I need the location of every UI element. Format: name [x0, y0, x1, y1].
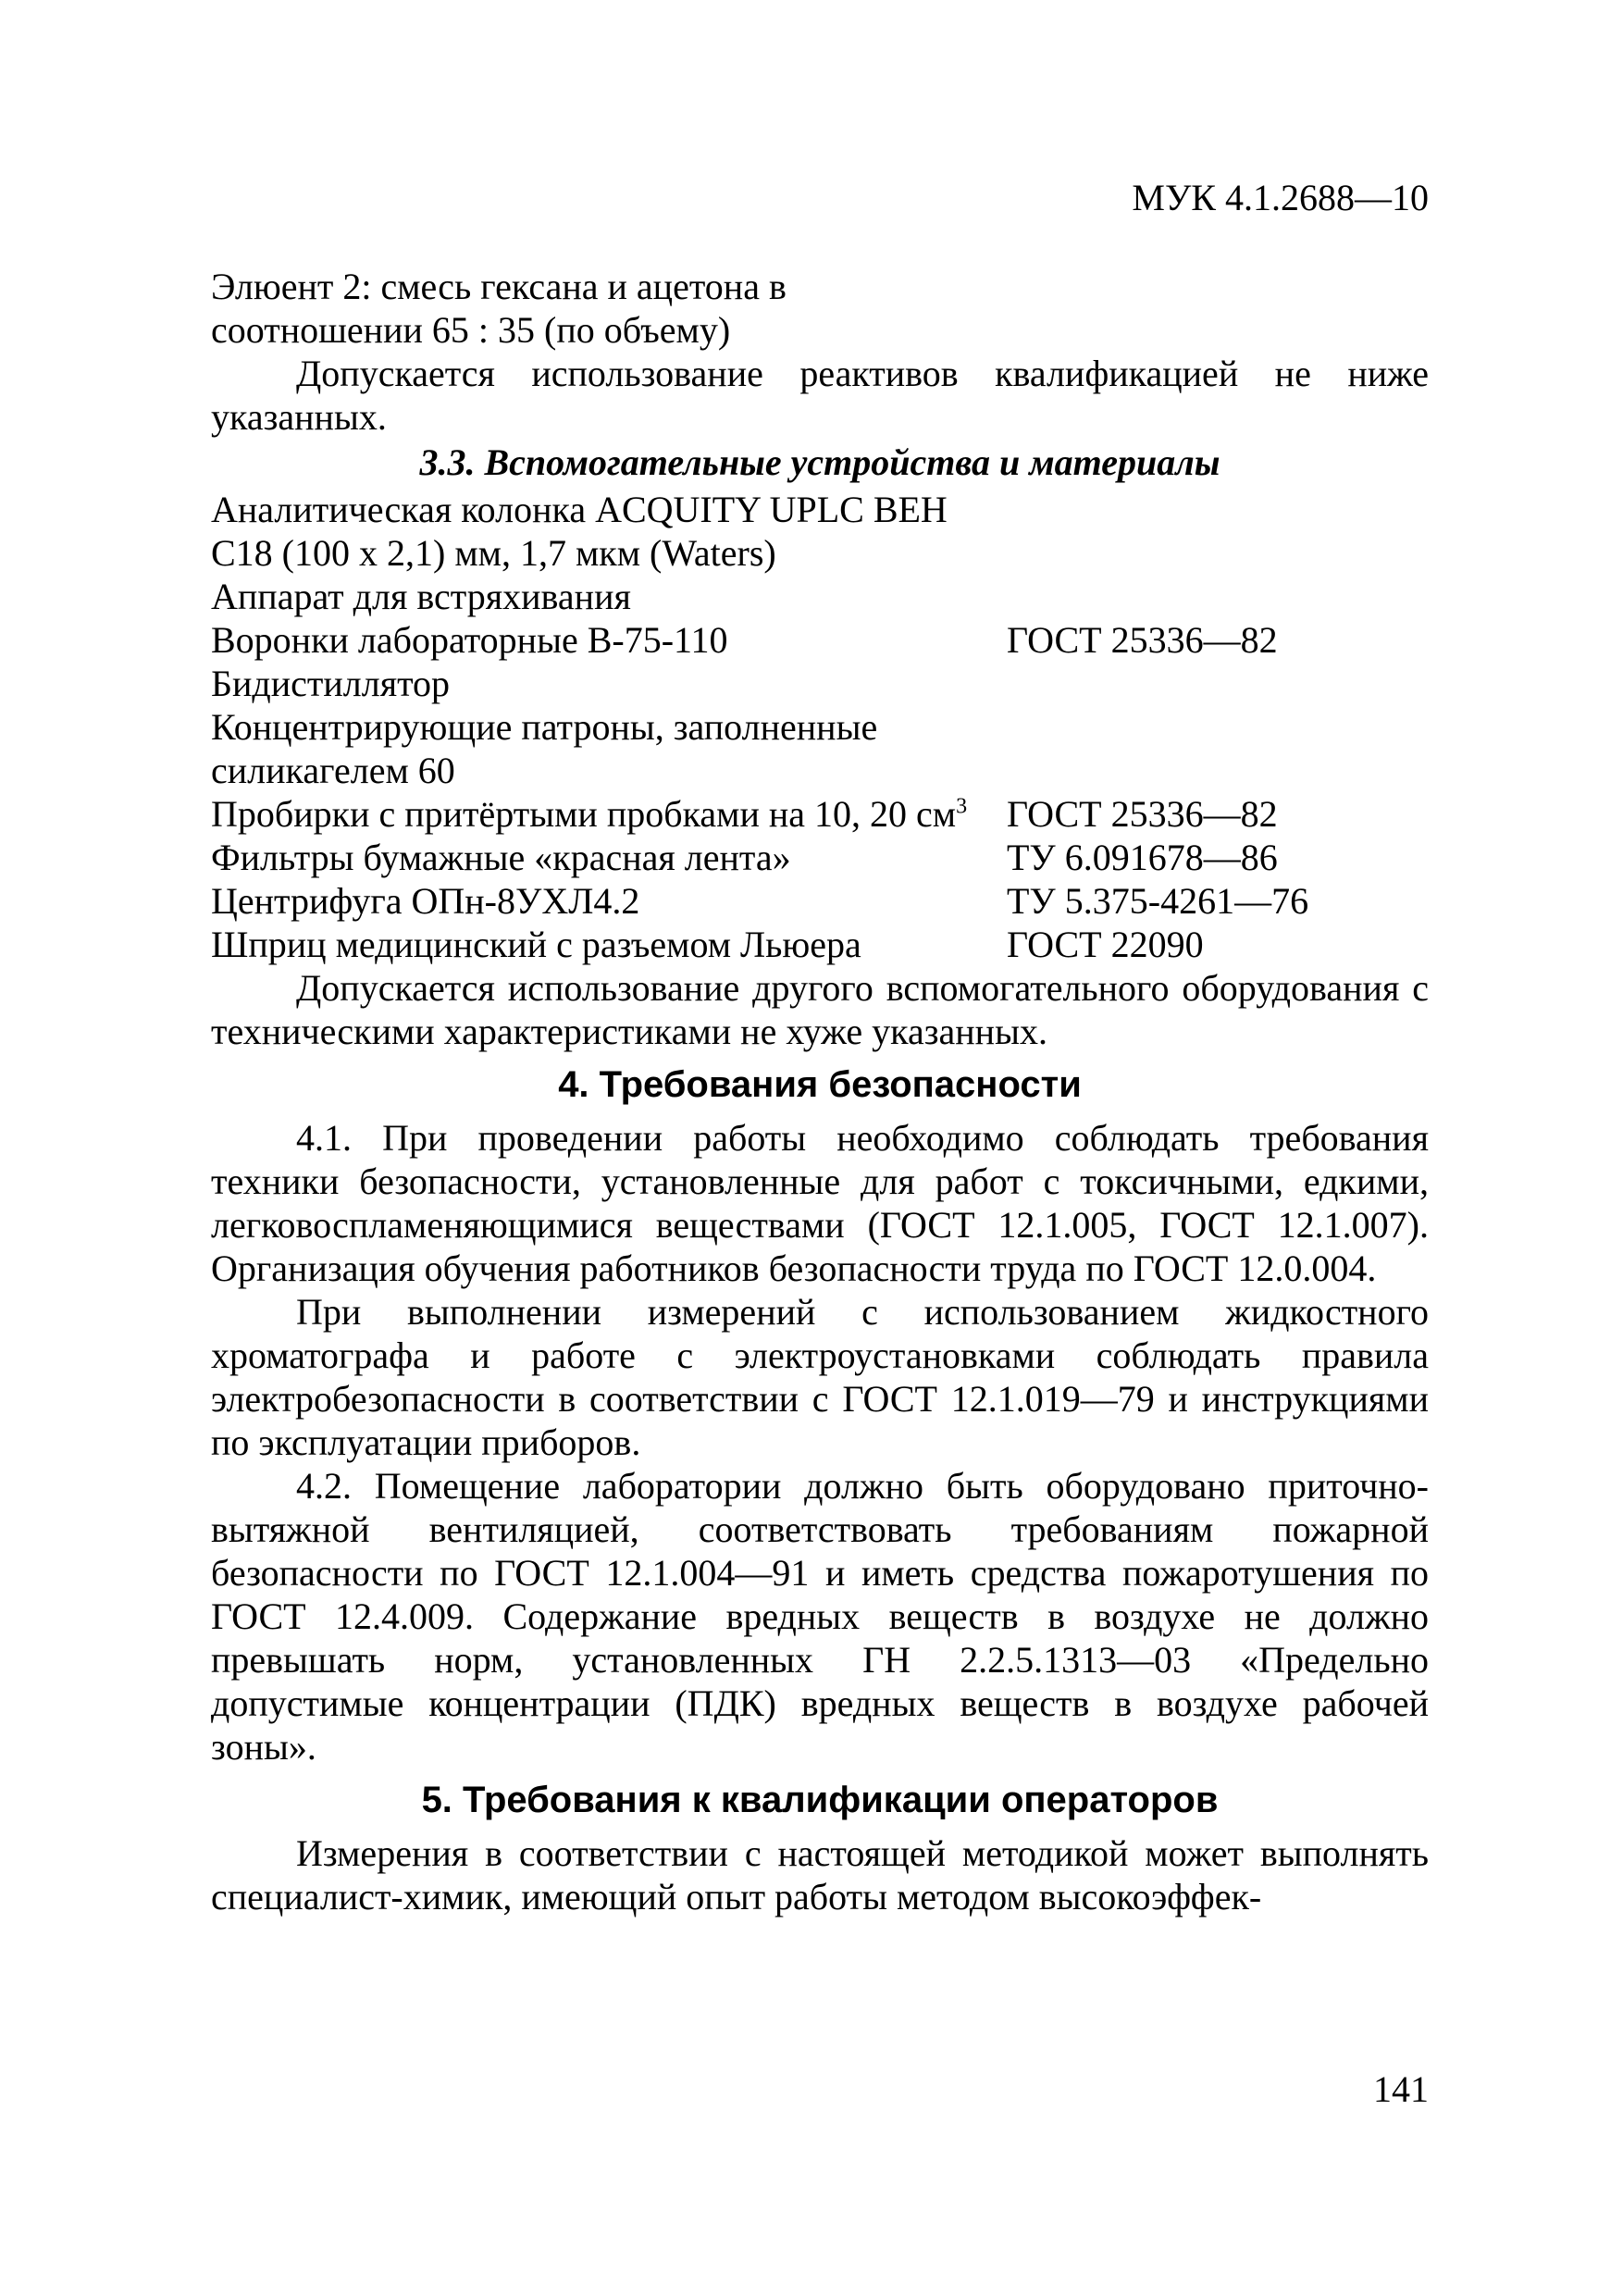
- equipment-list: [211, 488, 1429, 966]
- page-number: 141: [1373, 2068, 1429, 2110]
- equipment-name: Воронки лабораторные В-75-110: [211, 619, 728, 661]
- equipment-name: Аппарат для встряхивания: [211, 576, 631, 617]
- equipment-note: Допускается использование другого вспомогательного оборудования с техническими характеристиками не хуже указанных.: [211, 967, 1429, 1052]
- equipment-standard: [1007, 662, 1429, 705]
- equipment-standard: ТУ 6.091678—86: [1007, 837, 1278, 878]
- section-5-title: 5. Требования к квалификации операторов: [421, 1780, 1219, 1820]
- equipment-name-with-unit: [211, 792, 1007, 836]
- equipment-standard: [1007, 575, 1429, 618]
- section-4-paragraph-2: При выполнении измерений с использованием жидкостного хроматографа и работе с электроустановками соблюдать правила электробезопасности в соответствии с ГОСТ 12.1.019—79 и инструкциями по эксплуатации приборов.: [211, 1291, 1429, 1463]
- page-content: [211, 265, 1429, 1918]
- subsection-title: 3.3. Вспомогательные устройства и материалы: [419, 441, 1220, 483]
- section-5-paragraph-1: Измерения в соответствии с настоящей методикой может выполнять специалист-химик, имеющий опыт работы методом высокоэффек-: [211, 1832, 1429, 1917]
- equipment-standard: ГОСТ 22090: [1007, 924, 1204, 965]
- equipment-name: Концентрирующие патроны, заполненные силикагелем 60: [211, 706, 878, 791]
- equipment-name: Бидистиллятор: [211, 663, 451, 704]
- eluent-description: Элюент 2: смесь гексана и ацетона в соотношении 65 : 35 (по объему): [211, 266, 787, 351]
- equipment-standard: ГОСТ 25336—82: [1007, 793, 1278, 835]
- section-4-paragraph-1: 4.1. При проведении работы необходимо соблюдать требования техники безопасности, установленные для работ с токсичными, едкими, легковоспламеняющимися веществами (ГОСТ 12.1.005, ГОСТ 12.1.007). Организация обучения работников безопасности труда по ГОСТ 12.0.004.: [211, 1117, 1429, 1289]
- equipment-name: Аналитическая колонка ACQUITY UPLC BEH C18 (100 x 2,1) мм, 1,7 мкм (Waters): [211, 489, 948, 574]
- equipment-name-text: Пробирки с притёртыми пробками на 10, 20 см: [211, 793, 957, 835]
- equipment-name: Фильтры бумажные «красная лента»: [211, 837, 791, 878]
- reagents-note: Допускается использование реактивов квалификацией не ниже указанных.: [211, 353, 1429, 438]
- equipment-standard: [1007, 705, 1429, 792]
- equipment-standard: ТУ 5.375-4261—76: [1007, 880, 1309, 922]
- section-4-title: 4. Требования безопасности: [558, 1064, 1082, 1105]
- equipment-name: Центрифуга ОПн-8УХЛ4.2: [211, 880, 640, 922]
- equipment-standard: [1007, 488, 1429, 575]
- document-code-header: МУК 4.1.2688—10: [1132, 177, 1429, 218]
- equipment-standard: ГОСТ 25336—82: [1007, 619, 1278, 661]
- equipment-name: Шприц медицинский с разъемом Льюера: [211, 924, 861, 965]
- unit-superscript: 3: [956, 794, 968, 819]
- section-4-paragraph-3: 4.2. Помещение лаборатории должно быть оборудовано приточно-вытяжной вентиляцией, соответствовать требованиям пожарной безопасности по ГОСТ 12.1.004—91 и иметь средства пожаротушения по ГОСТ 12.4.009. Содержание вредных веществ в воздухе не должно превышать норм, установленных ГН 2.2.5.1313—03 «Предельно допустимые концентрации (ПДК) вредных веществ в воздухе рабочей зоны».: [211, 1465, 1429, 1768]
